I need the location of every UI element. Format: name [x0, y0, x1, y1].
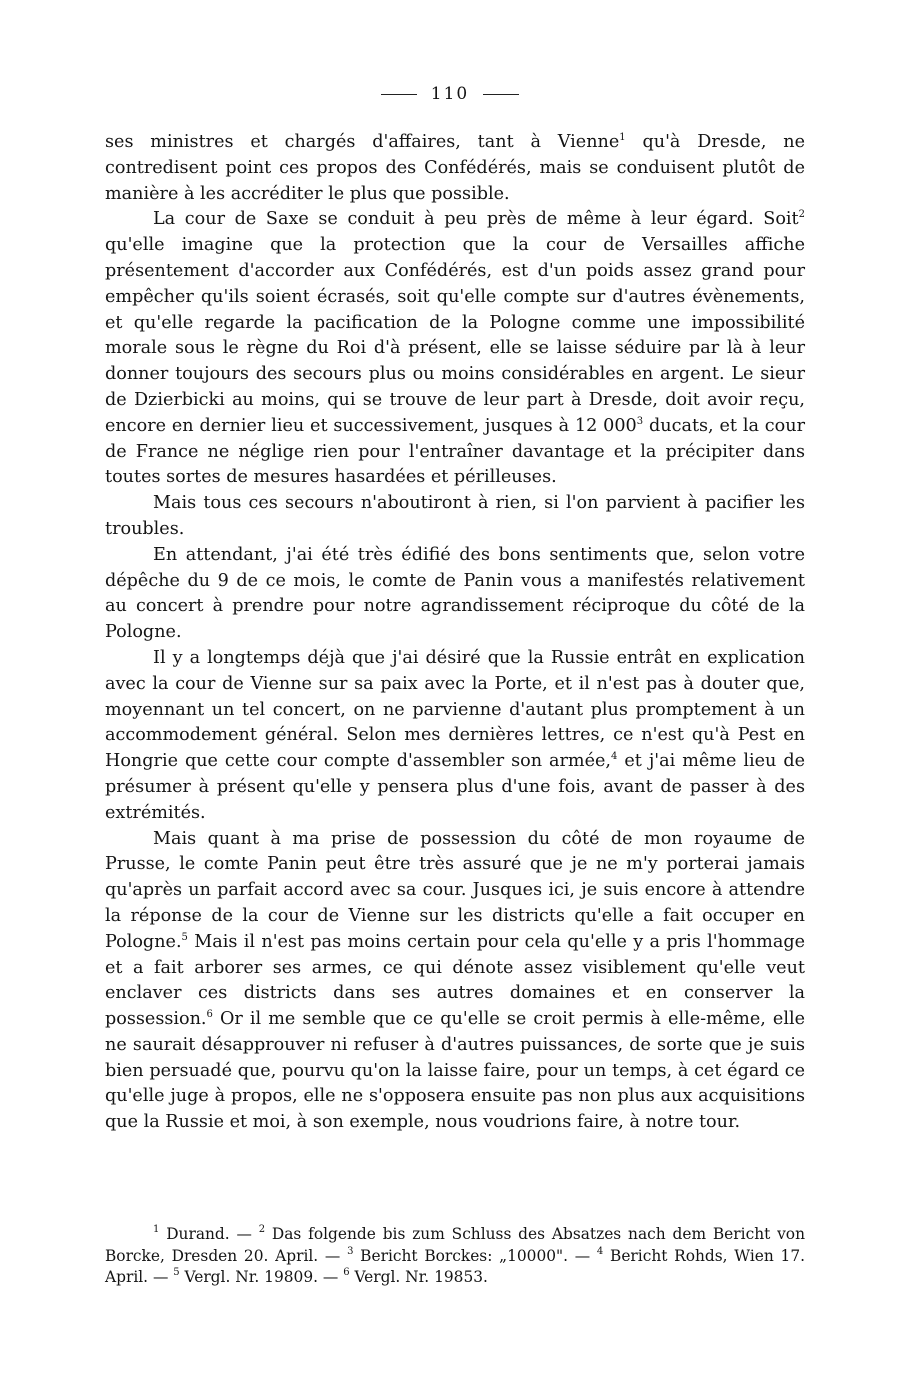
text-run: En attendant, j'ai été très édifié des bons sentiments que, selon votre dépêche du 9 de ce mois, le comte de Panin vous a manifestés relativement au concert à prendre pour notre agrandissement réciproque du côté de la Pologne.	[105, 544, 805, 643]
text-run: Bericht Borckes: „10000". —	[353, 1246, 597, 1265]
text-run: Or il me semble que ce qu'elle se croit permis à elle-même, elle ne saurait désapprouver ni refuser à d'autres puissances, de sorte que je suis bien persuadé que, pourvu qu'on la laisse faire, pour un temps, à cet égard ce qu'elle juge à propos, elle ne s'opposera ensuite pas non plus aux acquisitions que la Russie et moi, à son exemple, nous voudrions faire, à notre tour.	[105, 1009, 805, 1133]
paragraph	[105, 827, 805, 1137]
text-run: Il y a longtemps déjà que j'ai désiré que la Russie entrât en explication avec la cour de Vienne sur sa paix avec la Porte, et il n'est pas à douter que, moyennant un tel concert, on ne parvienne d'autant plus promptement à un accommodement général. Selon mes dernières lettres, ce n'est qu'à Pest en Hongrie que cette cour compte d'assembler son armée,	[105, 647, 805, 772]
text-run: ducats, et la cour de France ne néglige rien pour l'entraîner davantage et la précipiter dans toutes sortes de mesures hasardées et périlleuses.	[105, 415, 805, 488]
text-run: Mais quant à ma prise de possession du côté de mon royaume de Prusse, le comte Panin peut être très assuré que je ne m'y porterai jamais qu'après un parfait accord avec sa cour. Jusques ici, je suis encore à attendre la réponse de la cour de Vienne sur les districts qu'elle a fait occuper en Pologne.	[105, 828, 805, 952]
paragraph	[105, 543, 805, 646]
paragraph	[105, 646, 805, 827]
footnote-marker: 6	[343, 1267, 350, 1278]
footnote-marker: 3	[347, 1245, 354, 1257]
footnote-marker: 1	[619, 132, 626, 143]
text-run: La cour de Saxe se conduit à peu près de même à leur égard. Soit	[153, 209, 799, 230]
text-run: Durand. —	[159, 1225, 259, 1243]
footnote-marker: 3	[636, 415, 644, 427]
text-run: Mais tous ces secours n'aboutiront à rien, si l'on parvient à pacifier les troubles.	[105, 493, 805, 539]
footnote-marker: 5	[181, 931, 188, 943]
paragraph	[105, 491, 805, 543]
footnote-marker: 2	[258, 1224, 266, 1235]
paragraph	[105, 207, 805, 491]
header-rule-right	[483, 94, 519, 95]
footnote-marker: 5	[173, 1267, 180, 1278]
text-run: Vergl. Nr. 19809. —	[179, 1268, 344, 1286]
text-run: Mais il n'est pas moins certain pour cela qu'elle y a pris l'hommage et a fait arborer ses armes, ce qui dénote assez visiblement qu'elle veut enclaver ces districts dans ses autres domaines et en conserver la possession.	[105, 931, 805, 1030]
text-run: ses ministres et chargés d'affaires, tant à Vienne	[105, 132, 620, 152]
footnote-marker: 6	[206, 1009, 213, 1021]
text-run: Vergl. Nr. 19853.	[349, 1268, 488, 1286]
text-run: et j'ai même lieu de présumer à présent qu'elle y pensera plus d'une fois, avant de passer à des extrémités.	[105, 751, 805, 823]
footnote-marker: 4	[611, 751, 618, 763]
page-header	[0, 84, 900, 104]
text-run: qu'elle imagine que la protection que la cour de Versailles affiche présentement d'accorder aux Confédérés, est d'un poids assez grand pour empêcher qu'ils soient écrasés, soit qu'elle compte sur d'autres évènements, et qu'elle regarde la pacification de la Pologne comme une impossibilité morale sous le règne du Roi d'à présent, elle se laisse séduire par là à leur donner toujours des secours plus ou moins considérables en argent. Le sieur de Dzierbicki au moins, qui se trouve de leur part à Dresde, doit avoir reçu, encore en dernier lieu et successivement, jusques à 12 000	[105, 235, 805, 436]
footnote-marker: 4	[596, 1245, 604, 1257]
body-text	[105, 130, 805, 1136]
text-run: qu'à Dresde, ne contredisent point ces propos des Confédérés, mais se conduisent plutôt de manière à les accréditer le plus que possible.	[105, 132, 805, 204]
text-run: Das folgende bis zum Schluss des Absatzes nach dem Bericht von Borcke, Dresden 20. April. —	[105, 1225, 805, 1265]
page-number: 110	[430, 84, 470, 104]
header-rule-left	[381, 94, 417, 95]
footnotes	[105, 1224, 805, 1289]
footnote-marker: 2	[798, 209, 805, 221]
footnote-marker: 1	[153, 1224, 160, 1235]
paragraph	[105, 130, 805, 207]
text-run: Bericht Rohds, Wien 17. April. —	[105, 1246, 806, 1286]
